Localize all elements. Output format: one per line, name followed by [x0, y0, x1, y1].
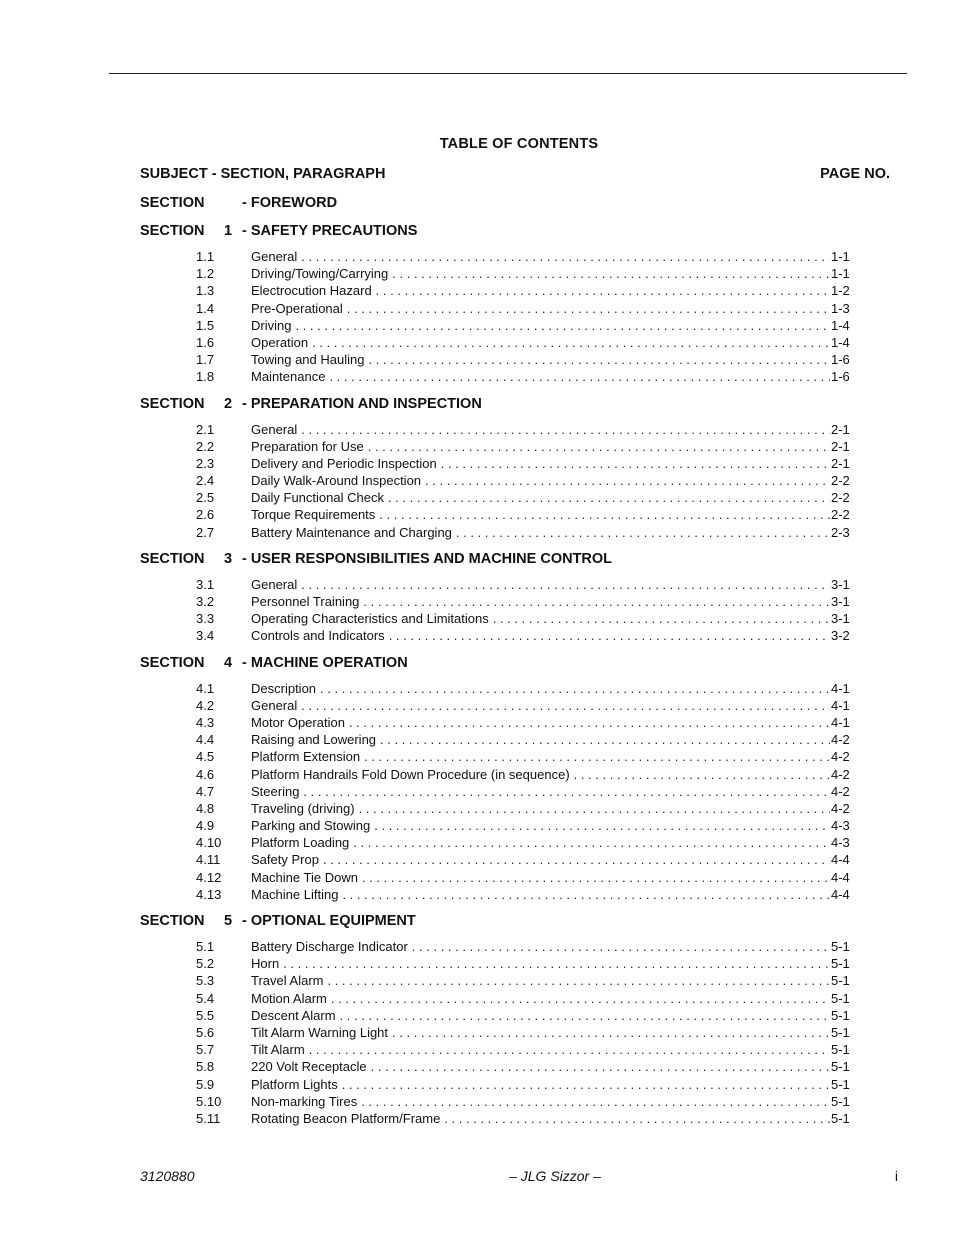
entry-number: 4.10 [196, 835, 222, 851]
entry-title: Delivery and Periodic Inspection [251, 455, 437, 471]
dot-leader [301, 421, 830, 438]
entry-page: 4-2 [831, 732, 850, 748]
dot-leader [441, 455, 830, 472]
dot-leader [412, 938, 830, 955]
toc-entry[interactable] [140, 489, 890, 506]
entry-page: 3-1 [831, 611, 850, 627]
entry-title: Personnel Training [251, 594, 360, 609]
toc-entry[interactable] [140, 714, 890, 731]
toc-entry[interactable] [140, 800, 890, 817]
subject-column-label: SUBJECT - SECTION, PARAGRAPH [140, 166, 386, 182]
entry-number: 2.2 [196, 438, 215, 454]
entry-title: Non-marking Tires [251, 1093, 358, 1109]
entry-page: 5-1 [831, 1110, 850, 1126]
entry-number: 1.4 [196, 300, 215, 316]
section-title: - MACHINE OPERATION [242, 654, 408, 671]
section-word: SECTION [140, 395, 205, 412]
toc-entry[interactable] [140, 524, 890, 541]
entry-title: Raising and Lowering [251, 732, 377, 748]
dot-leader [303, 783, 830, 800]
entry-number: 4.4 [196, 732, 215, 748]
entry-title: Battery Discharge Indicator [251, 939, 408, 954]
entry-title: Battery Maintenance and Charging [251, 524, 452, 540]
dot-leader [376, 282, 830, 299]
entry-number: 2.3 [196, 455, 215, 471]
entry-page: 2-2 [831, 473, 850, 489]
entry-title: Tilt Alarm [251, 1042, 305, 1058]
entry-number: 2.7 [196, 524, 215, 540]
toc-entry[interactable] [140, 869, 890, 886]
entry-page: 2-2 [831, 507, 850, 523]
toc-entry[interactable] [140, 282, 890, 299]
dot-leader [309, 1041, 830, 1058]
toc-entry[interactable] [140, 972, 890, 989]
toc-entry[interactable] [140, 731, 890, 748]
dot-leader [363, 593, 830, 610]
entry-page: 5-1 [831, 1042, 850, 1058]
entry-page: 4-2 [831, 749, 850, 765]
section-number: 4 [224, 654, 233, 671]
dot-leader [456, 524, 830, 541]
entry-page: 4-4 [831, 869, 850, 885]
entry-page: 1-4 [831, 317, 850, 333]
entry-number: 4.5 [196, 749, 215, 765]
entry-number: 4.9 [196, 818, 215, 834]
entry-page: 4-1 [831, 697, 850, 713]
dot-leader [493, 610, 830, 627]
entry-number: 5.1 [196, 939, 215, 954]
toc-entry[interactable] [140, 783, 890, 800]
dot-leader [388, 489, 830, 506]
dot-leader [349, 714, 830, 731]
section-title: - FOREWORD [242, 195, 338, 211]
toc-entry[interactable] [140, 472, 890, 489]
toc-entry[interactable] [140, 697, 890, 714]
entry-page: 1-1 [831, 249, 850, 264]
entry-number: 5.5 [196, 1007, 215, 1023]
entry-page: 4-1 [831, 714, 850, 730]
entry-title: Controls and Indicators [251, 628, 385, 644]
dot-leader [342, 886, 830, 903]
header-rule [109, 73, 907, 74]
entry-title: Horn [251, 956, 280, 972]
entry-number: 2.6 [196, 507, 215, 523]
toc-entry[interactable] [140, 748, 890, 765]
dot-leader [374, 817, 830, 834]
toc-entry[interactable] [140, 886, 890, 903]
entry-page: 1-2 [831, 283, 850, 299]
entry-number: 5.11 [196, 1110, 221, 1126]
dot-leader [342, 1076, 830, 1093]
entry-page: 4-3 [831, 835, 850, 851]
dot-leader [379, 506, 830, 523]
dot-leader [301, 248, 830, 265]
dot-leader [301, 697, 830, 714]
entry-title: Towing and Hauling [251, 352, 365, 368]
entry-number: 2.4 [196, 473, 215, 489]
entry-number: 5.7 [196, 1042, 215, 1058]
entry-page: 2-1 [831, 421, 850, 437]
dot-leader [425, 472, 830, 489]
entry-page: 5-1 [831, 973, 850, 989]
toc-entry[interactable] [140, 955, 890, 972]
entry-number: 5.10 [196, 1093, 222, 1109]
dot-leader [444, 1110, 830, 1127]
entry-page: 5-1 [831, 1093, 850, 1109]
section-title: - USER RESPONSIBILITIES AND MACHINE CONTROL [242, 550, 613, 567]
toc-entry[interactable] [140, 610, 890, 627]
section-number: 1 [224, 223, 233, 239]
entry-page: 4-1 [831, 680, 850, 696]
entry-number: 5.8 [196, 1059, 215, 1075]
toc-entry[interactable] [140, 1041, 890, 1058]
dot-leader [283, 955, 830, 972]
section-block-1 [140, 223, 890, 386]
section-number [224, 195, 242, 212]
section-heading-4[interactable] [140, 655, 890, 672]
section-block-4 [140, 655, 890, 903]
entry-title: Platform Handrails Fold Down Procedure (in sequence) [251, 766, 570, 782]
entry-page: 2-1 [831, 438, 850, 454]
entry-title: Platform Loading [251, 835, 350, 851]
section-title: - OPTIONAL EQUIPMENT [242, 913, 416, 929]
dot-leader [353, 834, 830, 851]
toc-entry[interactable] [140, 421, 890, 438]
entry-page: 5-1 [831, 990, 850, 1006]
section-heading-3[interactable] [140, 551, 890, 568]
section-word: SECTION [140, 223, 205, 239]
entry-number: 4.7 [196, 783, 215, 799]
entry-number: 3.3 [196, 611, 215, 627]
entry-page: 2-2 [831, 490, 850, 506]
toc-entry[interactable] [140, 455, 890, 472]
entry-page: 2-1 [831, 455, 850, 471]
entry-title: Driving/Towing/Carrying [251, 266, 389, 282]
entry-title: Motor Operation [251, 714, 345, 730]
entry-number: 1.6 [196, 334, 215, 350]
entry-number: 1.7 [196, 352, 215, 368]
toc-entry[interactable] [140, 680, 890, 697]
dot-leader [323, 851, 830, 868]
dot-leader [364, 748, 830, 765]
dot-leader [368, 438, 830, 455]
entry-number: 3.2 [196, 594, 215, 609]
dot-leader [329, 368, 830, 385]
entry-page: 5-1 [831, 939, 850, 954]
column-header-row [140, 166, 890, 182]
entry-page: 5-1 [831, 1076, 850, 1092]
entry-page: 5-1 [831, 1059, 850, 1075]
toc-entry[interactable] [140, 817, 890, 834]
entry-page: 5-1 [831, 1007, 850, 1023]
document-brand: – JLG Sizzor – [509, 1168, 601, 1184]
entry-title: Motion Alarm [251, 990, 327, 1006]
entry-page: 1-6 [831, 352, 850, 368]
section-block-3 [140, 551, 890, 645]
entry-number: 5.3 [196, 973, 215, 989]
section-word: SECTION [140, 195, 205, 211]
entry-page: 4-2 [831, 800, 850, 816]
dot-leader [359, 800, 830, 817]
entry-title: General [251, 421, 298, 437]
dot-leader [380, 731, 830, 748]
entry-title: Tilt Alarm Warning Light [251, 1024, 389, 1040]
entry-number: 2.1 [196, 421, 215, 437]
section-heading-5[interactable] [140, 913, 890, 930]
entry-page: 3-1 [831, 594, 850, 609]
entry-title: Platform Lights [251, 1076, 338, 1092]
dot-leader [392, 265, 830, 282]
entry-number: 4.11 [196, 852, 221, 868]
entry-number: 4.1 [196, 680, 215, 696]
toc-entry[interactable] [140, 1058, 890, 1075]
toc-entry[interactable] [140, 851, 890, 868]
entry-number: 5.2 [196, 956, 215, 972]
section-block-2 [140, 396, 890, 541]
entry-title: Description [251, 680, 317, 696]
entry-title: Daily Functional Check [251, 490, 384, 506]
toc-entry[interactable] [140, 1093, 890, 1110]
dot-leader [295, 317, 830, 334]
section-word: SECTION [140, 654, 205, 671]
page-title: TABLE OF CONTENTS [439, 136, 599, 152]
entry-number: 1.2 [196, 266, 215, 282]
entry-page: 4-4 [831, 852, 850, 868]
dot-leader [327, 972, 830, 989]
toc-entry[interactable] [140, 438, 890, 455]
section-number: 5 [224, 913, 233, 929]
entry-title: Pre-Operational [251, 300, 343, 316]
dot-leader [389, 627, 830, 644]
toc-entry[interactable] [140, 351, 890, 368]
entry-number: 4.8 [196, 800, 215, 816]
section-word: SECTION [140, 550, 205, 567]
entry-number: 4.2 [196, 697, 215, 713]
entry-title: Torque Requirements [251, 507, 376, 523]
dot-leader [312, 334, 830, 351]
entry-title: Driving [251, 317, 292, 333]
toc-entry[interactable] [140, 593, 890, 610]
entry-title: Descent Alarm [251, 1007, 336, 1023]
toc-entry[interactable] [140, 368, 890, 385]
entry-number: 3.4 [196, 628, 215, 644]
entry-title: 220 Volt Receptacle [251, 1059, 367, 1075]
section-title: - SAFETY PRECAUTIONS [242, 223, 418, 239]
toc-entry[interactable] [140, 265, 890, 282]
entry-page: 3-1 [831, 576, 850, 592]
toc-entry[interactable] [140, 1110, 890, 1127]
toc-entry[interactable] [140, 334, 890, 351]
entry-page: 4-4 [831, 886, 850, 902]
toc-entry[interactable] [140, 1024, 890, 1041]
entry-number: 1.5 [196, 317, 215, 333]
section-heading-foreword[interactable] [140, 195, 890, 212]
entry-title: Rotating Beacon Platform/Frame [251, 1110, 441, 1126]
dot-leader [362, 869, 830, 886]
entry-title: Steering [251, 783, 300, 799]
page-column-label: PAGE NO. [820, 166, 890, 182]
dot-leader [574, 766, 830, 783]
section-heading-2[interactable] [140, 396, 890, 413]
toc-entry[interactable] [140, 1076, 890, 1093]
dot-leader [320, 680, 830, 697]
entry-title: Parking and Stowing [251, 818, 371, 834]
table-of-contents [140, 195, 890, 1137]
section-word: SECTION [140, 913, 205, 929]
entry-title: General [251, 697, 298, 713]
entry-title: Travel Alarm [251, 973, 324, 989]
entry-title: Daily Walk-Around Inspection [251, 473, 422, 489]
dot-leader [368, 351, 830, 368]
entry-page: 4-2 [831, 783, 850, 799]
toc-entry[interactable] [140, 990, 890, 1007]
dot-leader [331, 990, 830, 1007]
entry-page: 4-3 [831, 818, 850, 834]
section-number: 2 [224, 395, 233, 412]
entry-number: 1.3 [196, 283, 215, 299]
entry-number: 1.1 [196, 249, 215, 264]
toc-entry[interactable] [140, 627, 890, 644]
entry-title: Machine Tie Down [251, 869, 358, 885]
entry-title: Safety Prop [251, 852, 319, 868]
entry-title: Preparation for Use [251, 438, 364, 454]
entry-page: 5-1 [831, 1024, 850, 1040]
entry-number: 1.8 [196, 369, 215, 385]
dot-leader [340, 1007, 830, 1024]
toc-entry[interactable] [140, 766, 890, 783]
dot-leader [301, 576, 830, 593]
entry-page: 1-6 [831, 369, 850, 385]
toc-entry[interactable] [140, 938, 890, 955]
entry-number: 2.5 [196, 490, 215, 506]
entry-number: 5.6 [196, 1024, 215, 1040]
toc-entry[interactable] [140, 576, 890, 593]
entry-page: 3-2 [831, 628, 850, 644]
entry-title: General [251, 249, 298, 264]
entry-title: Traveling (driving) [251, 800, 355, 816]
section-heading-1[interactable] [140, 223, 890, 240]
document-number: 3120880 [140, 1168, 195, 1184]
entry-page: 1-4 [831, 334, 850, 350]
entry-title: General [251, 576, 298, 592]
toc-entry[interactable] [140, 248, 890, 265]
entry-title: Platform Extension [251, 749, 361, 765]
entry-title: Maintenance [251, 369, 326, 385]
entry-page: 1-3 [831, 300, 850, 316]
toc-entry[interactable] [140, 1007, 890, 1024]
page-footer [140, 1168, 898, 1186]
section-block-5 [140, 913, 890, 1127]
section-number: 3 [224, 550, 233, 567]
entry-number: 3.1 [196, 576, 215, 592]
toc-entry[interactable] [140, 506, 890, 523]
entry-number: 4.13 [196, 886, 222, 902]
entry-number: 4.12 [196, 869, 222, 885]
dot-leader [361, 1093, 830, 1110]
toc-entry[interactable] [140, 834, 890, 851]
toc-entry[interactable] [140, 317, 890, 334]
entry-page: 5-1 [831, 956, 850, 972]
section-title: - PREPARATION AND INSPECTION [242, 395, 482, 412]
entry-page: 4-2 [831, 766, 850, 782]
entry-title: Operation [251, 334, 309, 350]
entry-title: Machine Lifting [251, 886, 339, 902]
entry-number: 4.6 [196, 766, 215, 782]
entry-page: 2-3 [831, 524, 850, 540]
entry-title: Electrocution Hazard [251, 283, 372, 299]
dot-leader [371, 1058, 830, 1075]
page-number: i [894, 1168, 898, 1184]
dot-leader [392, 1024, 830, 1041]
entry-title: Operating Characteristics and Limitations [251, 611, 489, 627]
entry-number: 5.4 [196, 990, 215, 1006]
entry-page: 1-1 [831, 266, 850, 282]
entry-number: 4.3 [196, 714, 215, 730]
entry-number: 5.9 [196, 1076, 215, 1092]
dot-leader [347, 300, 830, 317]
toc-entry[interactable] [140, 300, 890, 317]
